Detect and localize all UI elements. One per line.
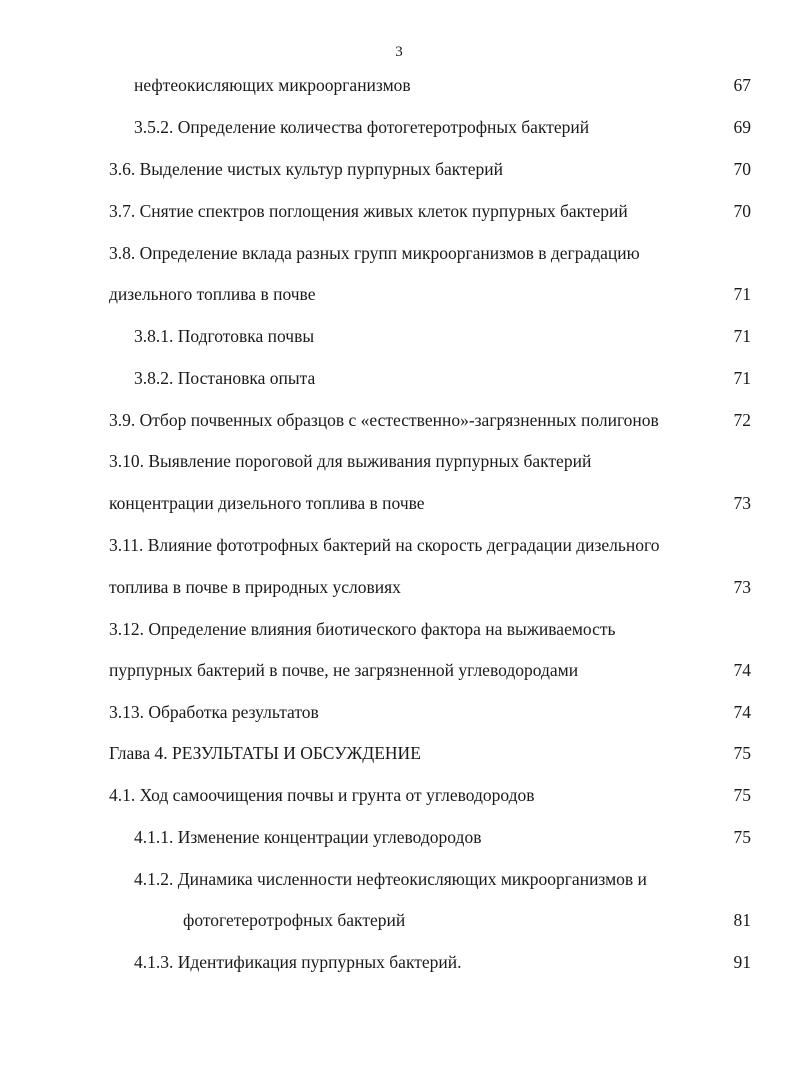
toc-entry-text: 3.13. Обработка результатов [109, 702, 319, 722]
toc-entry-page: 74 [733, 660, 751, 680]
toc-entry-page: 75 [733, 785, 751, 805]
toc-entry-text: концентрации дизельного топлива в почве [109, 493, 425, 513]
toc-entry-text: пурпурных бактерий в почве, не загрязненной углеводородами [109, 660, 579, 680]
toc-entry-page: 70 [733, 159, 751, 179]
toc-entry-text: 3.9. Отбор почвенных образцов с «естественно»-загрязненных полигонов [109, 410, 659, 430]
toc-entry-text: 3.8.2. Постановка опыта [134, 368, 316, 388]
toc-entry-page: 71 [733, 284, 751, 304]
toc-entry-text: топлива в почве в природных условиях [109, 577, 401, 597]
toc-entry-page: 71 [733, 326, 751, 346]
toc-entry-page: 70 [733, 201, 751, 221]
toc-entry-text: 4.1. Ход самоочищения почвы и грунта от углеводородов [109, 785, 535, 805]
toc-entry-page: 75 [733, 743, 751, 763]
toc-entry-page: 72 [733, 410, 751, 430]
toc-entry-text: 3.6. Выделение чистых культур пурпурных бактерий [109, 159, 503, 179]
toc-entry-page: 73 [733, 493, 751, 513]
toc-entry-text: 3.8.1. Подготовка почвы [134, 326, 315, 346]
toc-entry-page: 67 [733, 75, 751, 95]
toc-entry-text: 4.1.2. Динамика численности нефтеокисляющих микроорганизмов и [134, 869, 647, 889]
toc-entry-text: 4.1.3. Идентификация пурпурных бактерий. [134, 952, 462, 972]
page-number: 3 [395, 44, 403, 60]
toc-entry-page: 71 [733, 368, 751, 388]
toc-entry-page: 74 [733, 702, 751, 722]
toc-entry-text: 3.7. Снятие спектров поглощения живых клеток пурпурных бактерий [109, 201, 628, 221]
toc-entry-text: фотогетеротрофных бактерий [183, 910, 406, 930]
toc-entry-page: 73 [733, 577, 751, 597]
toc-entry-page: 69 [733, 117, 751, 137]
toc-entry-page: 91 [733, 952, 751, 972]
toc-entry-text: 3.5.2. Определение количества фотогетеротрофных бактерий [134, 117, 590, 137]
toc-entry-text: Глава 4. РЕЗУЛЬТАТЫ И ОБСУЖДЕНИЕ [109, 743, 421, 763]
toc-entry-text: 3.12. Определение влияния биотического фактора на выживаемость [109, 619, 616, 639]
toc-entry-text: 3.10. Выявление пороговой для выживания пурпурных бактерий [109, 451, 592, 471]
toc-entry-text: 3.8. Определение вклада разных групп микроорганизмов в деградацию [109, 243, 640, 263]
toc-entry-text: нефтеокисляющих микроорганизмов [134, 75, 411, 95]
toc-entry-page: 75 [733, 827, 751, 847]
toc-entry-text: 4.1.1. Изменение концентрации углеводородов [134, 827, 482, 847]
toc-entry-text: 3.11. Влияние фототрофных бактерий на скорость деградации дизельного [109, 535, 660, 555]
toc-entry-page: 81 [733, 910, 751, 930]
toc-entry-text: дизельного топлива в почве [109, 284, 316, 304]
